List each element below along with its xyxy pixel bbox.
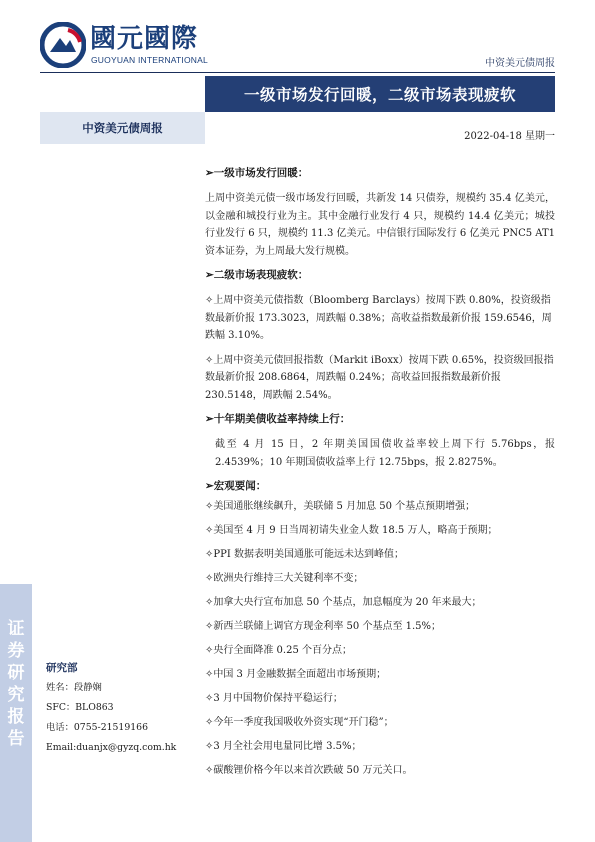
list-item: ✧碳酸锂价格今年以来首次跌破 50 万元关口。 [205, 765, 413, 776]
logo-english-text: GUOYUAN INTERNATIONAL [91, 55, 208, 65]
contact-name: 姓名：段静娴 [46, 682, 102, 693]
section-heading-primary: ➢一级市场发行回暖： [205, 167, 309, 179]
contact-email: Email:duanjx@gyzq.com.hk [46, 742, 177, 753]
section-body-primary: 上周中资美元债一级市场发行回暖，共新发 14 只债券，规模约 35.4 亿美元，以金融和城投行业为主。其中金融行业发行 4 只，规模约 14.4 亿美元；城投行业发行 6 只，规模约 11.3 亿美元。中信银行国际发行 6 亿美元 PNC5 AT1 资本证券，为上周最大发行规模。 [205, 193, 555, 257]
list-item: ✧美国至 4 月 9 日当周初请失业金人数 18.5 万人，略高于预期； [205, 525, 498, 536]
list-item: ✧美国通胀继续飙升，美联储 5 月加息 50 个基点预期增强； [205, 501, 476, 512]
list-item: ✧加拿大央行宣布加息 50 个基点，加息幅度为 20 年来最大； [205, 597, 482, 608]
section-heading-treasury: ➢十年期美债收益率持续上行： [205, 413, 351, 425]
list-item: ✧PPI 数据表明美国通胀可能远未达到峰值； [205, 549, 404, 560]
analyst-contact [46, 658, 176, 758]
main-content [205, 165, 555, 783]
list-item: ✧3 月中国物价保持平稳运行； [205, 693, 343, 704]
report-date: 2022-04-18 星期一 [464, 131, 555, 142]
section-heading-macro: ➢宏观要闻： [205, 480, 267, 492]
company-logo [40, 22, 210, 68]
sidebar-tab-label: 中资美元债周报 [40, 112, 205, 144]
report-title: 一级市场发行回暖，二级市场表现疲软 [205, 76, 555, 112]
list-item: ✧3 月全社会用电量同比增 3.5%； [205, 741, 362, 752]
guoyuan-logo-icon [40, 22, 86, 68]
list-item: ✧央行全面降准 0.25 个百分点； [205, 645, 353, 656]
logo-chinese-text: 國元國際 [90, 24, 199, 54]
header-divider [40, 72, 555, 73]
list-item: ✧中国 3 月金融数据全面超出市场预期； [205, 669, 387, 680]
contact-dept: 研究部 [46, 662, 78, 674]
list-item: ✧今年一季度我国吸收外资实现“开门稳”； [205, 717, 394, 728]
contact-sfc: SFC：BLO863 [46, 702, 114, 713]
list-item: ✧新西兰联储上调官方现金利率 50 个基点至 1.5%； [205, 621, 442, 632]
section-body-treasury: 截至 4 月 15 日，2 年期美国国债收益率较上周下行 5.76bps，报 2.4539%；10 年期国债收益率上行 12.75bps，报 2.8275%。 [215, 439, 555, 468]
secondary-bullet: ✧上周中资美元债回报指数（Markit iBoxx）按周下跌 0.65%，投资级回报指数最新价报 208.6864，周跌幅 0.24%；高收益回报指数最新价报 230.5148，周跌幅 2.54%。 [205, 354, 554, 401]
secondary-bullet: ✧上周中资美元债指数（Bloomberg Barclays）按周下跌 0.80%，投资级指数最新价报 173.3023，周跌幅 0.38%；高收益指数最新价报 159.6546，周跌幅 3.10%。 [205, 295, 552, 341]
macro-news-list [205, 495, 555, 783]
section-heading-secondary: ➢二级市场表现疲软： [205, 269, 309, 281]
header-report-type: 中资美元债周报 [485, 58, 555, 69]
list-item: ✧欧洲央行维持三大关键利率不变； [205, 573, 364, 584]
sidebar-vertical-label: 证 券 研 究 报 告 [7, 619, 25, 749]
contact-phone: 电话：0755-21519166 [46, 722, 149, 733]
